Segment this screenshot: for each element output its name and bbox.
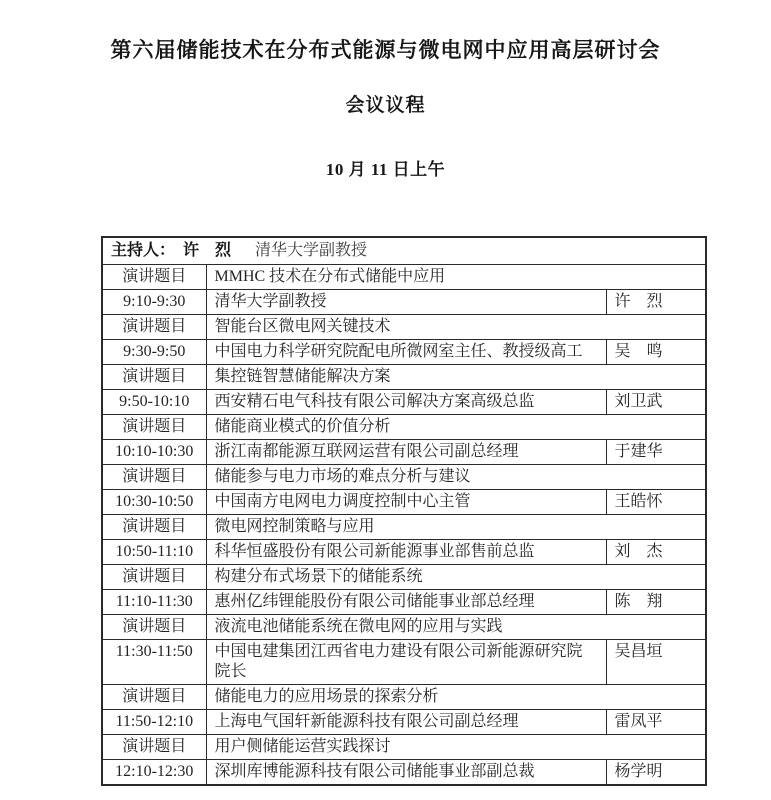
- time-cell: 10:30-10:50: [102, 490, 206, 515]
- time-cell: 9:10-9:30: [102, 290, 206, 315]
- speaker-row: [102, 490, 706, 515]
- topic-row: [102, 365, 706, 390]
- topic-label-cell: 演讲题目: [102, 515, 206, 540]
- time-cell: 12:10-12:30: [102, 760, 206, 786]
- speaker-row: [102, 540, 706, 565]
- speaker-title-cell: 深圳库博能源科技有限公司储能事业部副总裁: [206, 760, 606, 786]
- speaker-title-cell: 科华恒盛股份有限公司新能源事业部售前总监: [206, 540, 606, 565]
- moderator-label: 主持人：: [111, 242, 176, 259]
- moderator-affiliation: 清华大学副教授: [255, 242, 368, 259]
- moderator-row: [102, 237, 706, 265]
- topic-row: [102, 315, 706, 340]
- topic-row: [102, 565, 706, 590]
- speaker-row: [102, 710, 706, 735]
- speaker-name-cell: 刘 杰: [606, 540, 706, 565]
- speaker-title-cell: 上海电气国轩新能源科技有限公司副总经理: [206, 710, 606, 735]
- time-cell: 9:30-9:50: [102, 340, 206, 365]
- topic-row: [102, 465, 706, 490]
- speaker-title-cell: 清华大学副教授: [206, 290, 606, 315]
- topic-title-cell: 微电网控制策略与应用: [206, 515, 706, 540]
- topic-title-cell: 用户侧储能运营实践探讨: [206, 735, 706, 760]
- speaker-row: [102, 290, 706, 315]
- conference-title: 第六届储能技术在分布式能源与微电网中应用高层研讨会: [110, 38, 661, 62]
- topic-title-cell: 集控链智慧储能解决方案: [206, 365, 706, 390]
- speaker-title-cell: 中国电建集团江西省电力建设有限公司新能源研究院院长: [206, 640, 606, 685]
- session-date: 10 月 11 日上午: [325, 160, 446, 179]
- topic-title-cell: 储能商业模式的价值分析: [206, 415, 706, 440]
- speaker-name-cell: 吴昌垣: [606, 640, 706, 685]
- time-cell: 11:50-12:10: [102, 710, 206, 735]
- speaker-row: [102, 640, 706, 685]
- speaker-name-cell: 许 烈: [606, 290, 706, 315]
- agenda-table: [101, 236, 707, 786]
- topic-label-cell: 演讲题目: [102, 315, 206, 340]
- topic-label-cell: 演讲题目: [102, 415, 206, 440]
- speaker-name-cell: 王皓怀: [606, 490, 706, 515]
- speaker-name-cell: 陈 翔: [606, 590, 706, 615]
- speaker-title-cell: 惠州亿纬锂能股份有限公司储能事业部总经理: [206, 590, 606, 615]
- topic-title-cell: 储能参与电力市场的难点分析与建议: [206, 465, 706, 490]
- topic-title-cell: MMHC 技术在分布式储能中应用: [206, 265, 706, 290]
- topic-title-cell: 储能电力的应用场景的探索分析: [206, 685, 706, 710]
- speaker-row: [102, 760, 706, 786]
- speaker-name-cell: 雷凤平: [606, 710, 706, 735]
- moderator-cell: [102, 237, 706, 265]
- speaker-name-cell: 于建华: [606, 440, 706, 465]
- topic-row: [102, 515, 706, 540]
- speaker-title-cell: 西安精石电气科技有限公司解决方案高级总监: [206, 390, 606, 415]
- time-cell: 9:50-10:10: [102, 390, 206, 415]
- topic-label-cell: 演讲题目: [102, 565, 206, 590]
- speaker-title-cell: 浙江南都能源互联网运营有限公司副总经理: [206, 440, 606, 465]
- topic-label-cell: 演讲题目: [102, 615, 206, 640]
- agenda-heading: 会议议程: [345, 95, 426, 116]
- speaker-title-cell: 中国南方电网电力调度控制中心主管: [206, 490, 606, 515]
- time-cell: 11:10-11:30: [102, 590, 206, 615]
- time-cell: 10:50-11:10: [102, 540, 206, 565]
- topic-label-cell: 演讲题目: [102, 465, 206, 490]
- speaker-title-cell: 中国电力科学研究院配电所微网室主任、教授级高工: [206, 340, 606, 365]
- topic-row: [102, 735, 706, 760]
- speaker-name-cell: 吴 鸣: [606, 340, 706, 365]
- topic-label-cell: 演讲题目: [102, 265, 206, 290]
- time-cell: 11:30-11:50: [102, 640, 206, 685]
- speaker-name-cell: 杨学明: [606, 760, 706, 786]
- speaker-row: [102, 440, 706, 465]
- topic-label-cell: 演讲题目: [102, 735, 206, 760]
- speaker-name-cell: 刘卫武: [606, 390, 706, 415]
- topic-row: [102, 415, 706, 440]
- time-cell: 10:10-10:30: [102, 440, 206, 465]
- topic-title-cell: 构建分布式场景下的储能系统: [206, 565, 706, 590]
- topic-label-cell: 演讲题目: [102, 685, 206, 710]
- speaker-row: [102, 390, 706, 415]
- topic-row: [102, 615, 706, 640]
- speaker-row: [102, 340, 706, 365]
- topic-title-cell: 液流电池储能系统在微电网的应用与实践: [206, 615, 706, 640]
- topic-row: [102, 265, 706, 290]
- speaker-row: [102, 590, 706, 615]
- topic-label-cell: 演讲题目: [102, 365, 206, 390]
- topic-title-cell: 智能台区微电网关键技术: [206, 315, 706, 340]
- topic-row: [102, 685, 706, 710]
- moderator-name: 许 烈: [183, 242, 232, 259]
